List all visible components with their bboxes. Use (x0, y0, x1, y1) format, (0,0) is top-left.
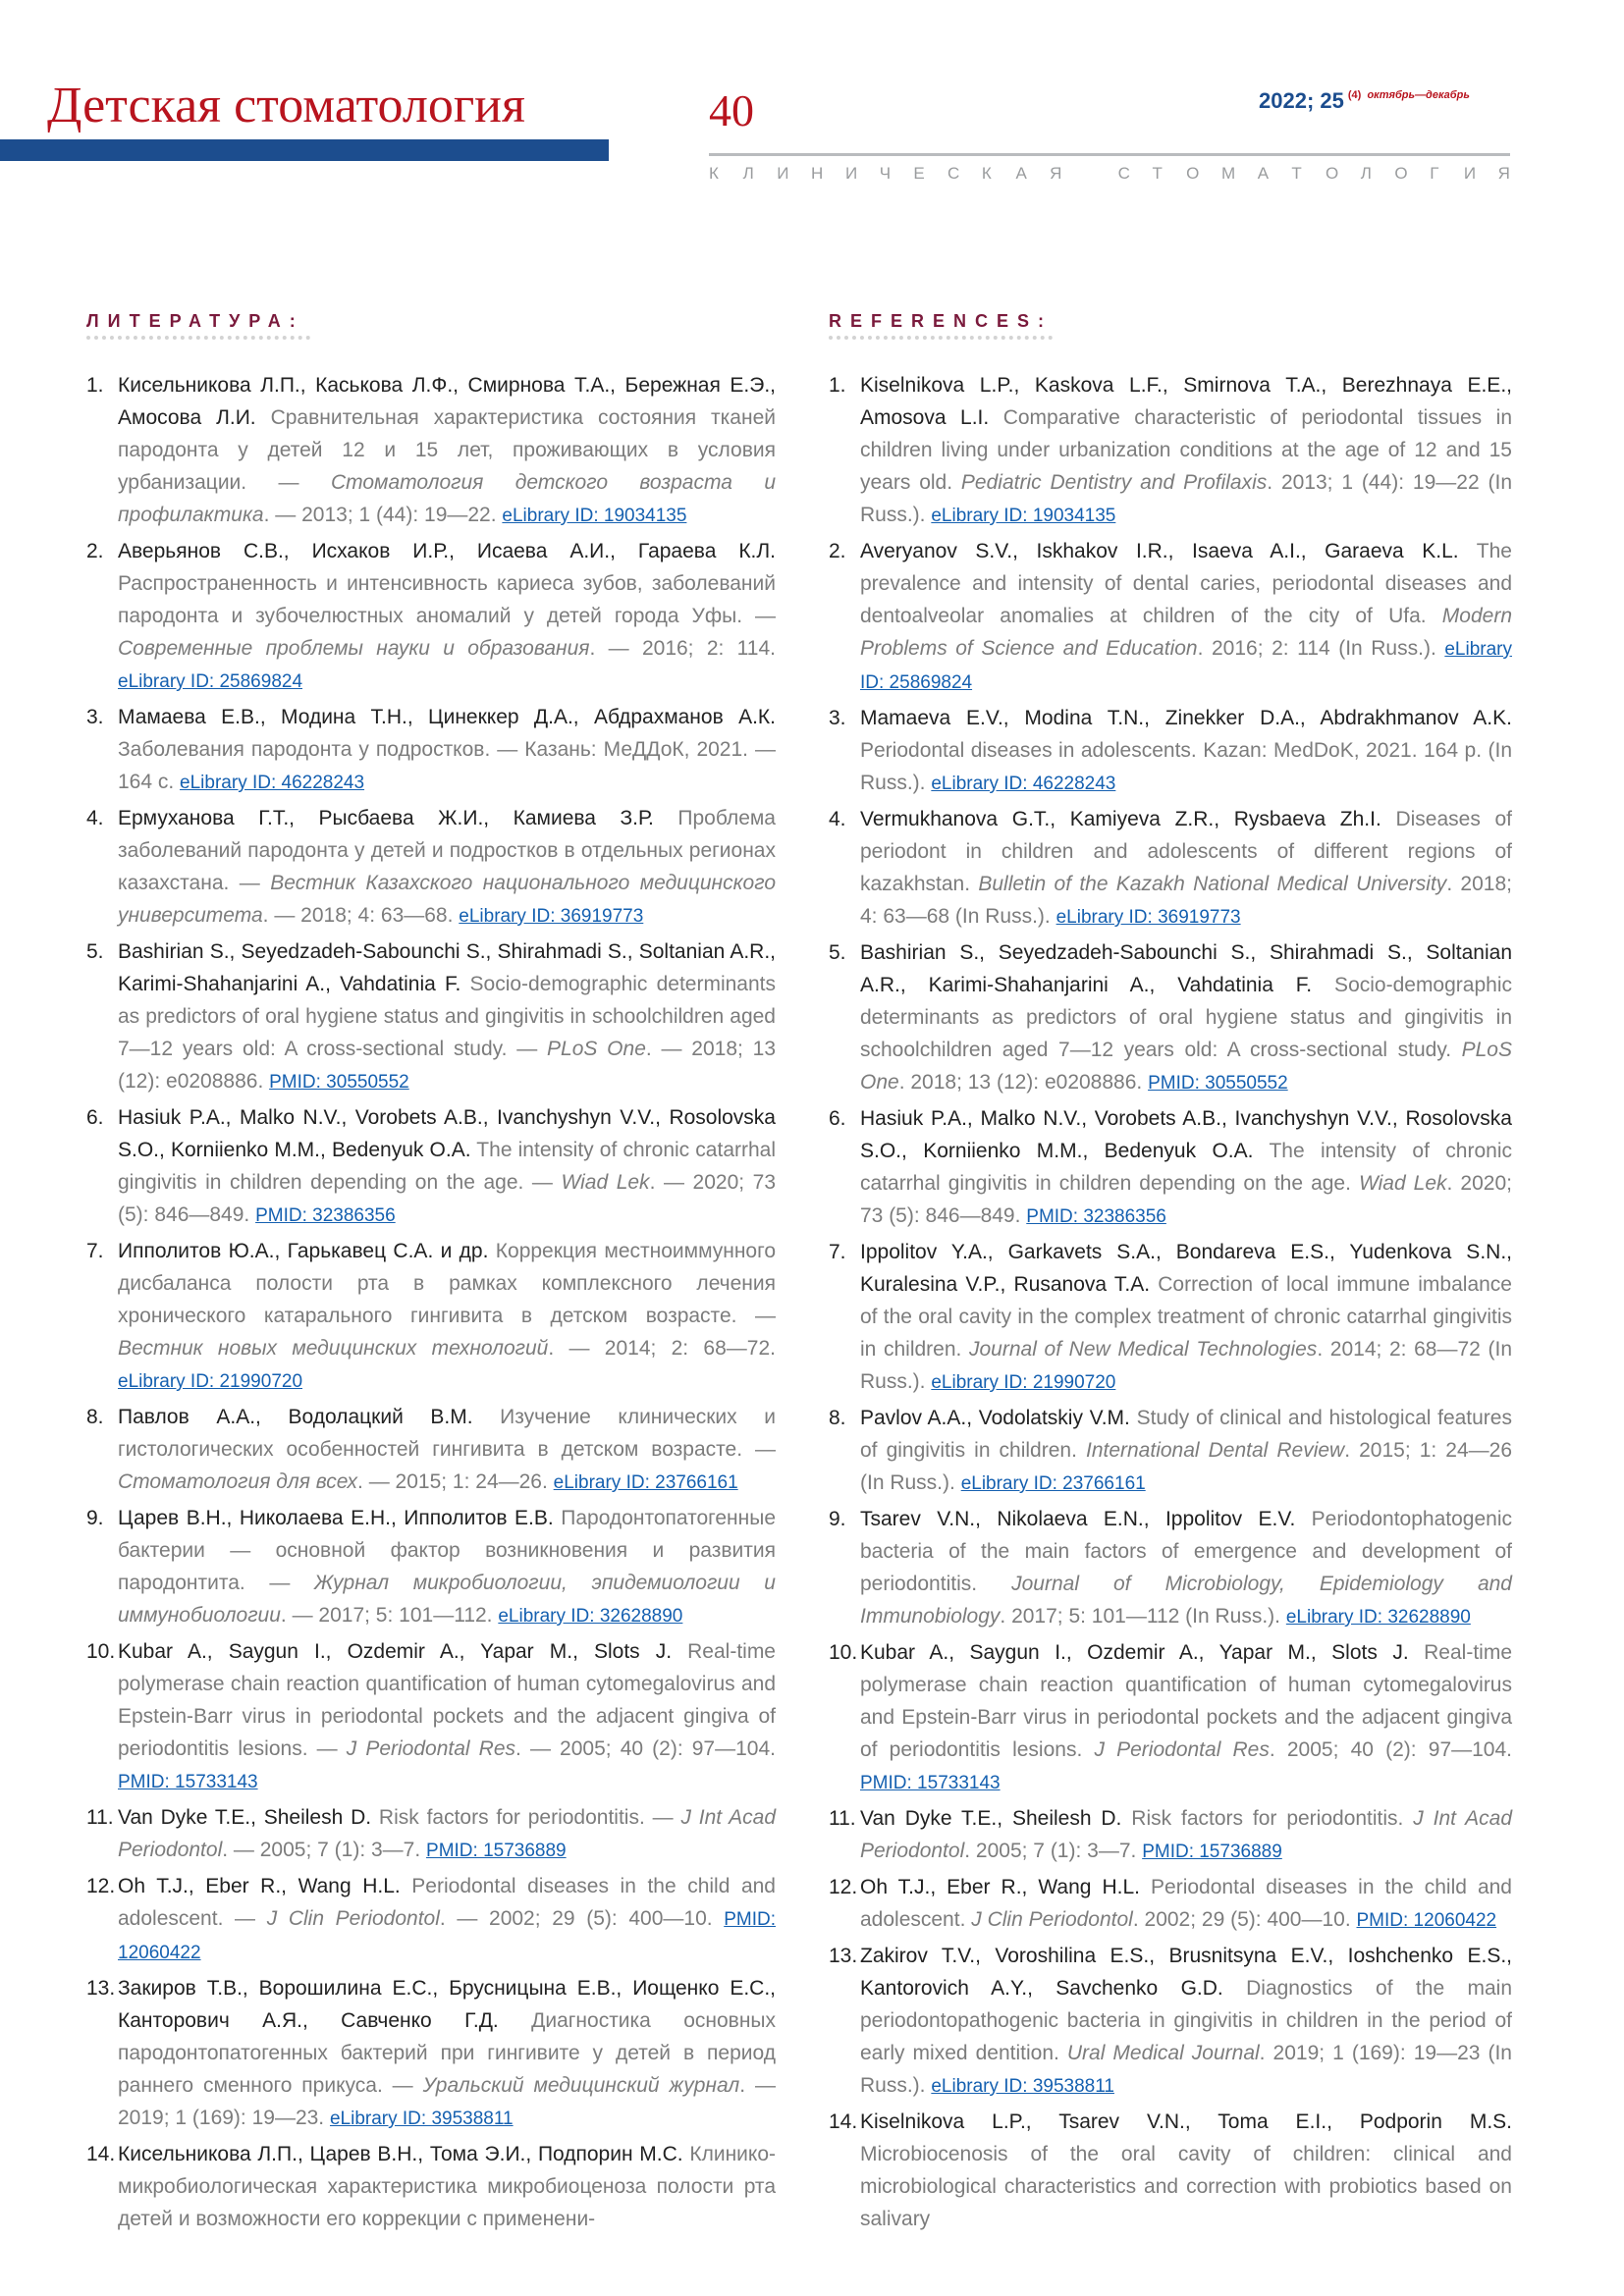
reference-title: Socio-demographic determinants as predictors of oral hygiene status and gingivitis in schoolchildren aged 7—12 years old: A cross-sectional study. (860, 974, 1512, 1061)
section-letter: О (1325, 164, 1339, 183)
reference-title: Изучение клинических и гистологических особенностей гингивита в детском возрасте. — (118, 1406, 776, 1461)
reference-item (829, 2106, 1512, 2235)
reference-journal: Современные проблемы науки и образования (118, 637, 590, 660)
reference-title: Microbiocenosis of the oral cavity of children: clinical and microbiological characteristics and correction with probiotics based on salivary (860, 2143, 1512, 2230)
reference-details: . 2005; 40 (2): 97—104. (1269, 1738, 1512, 1761)
section-letter: С (947, 164, 960, 183)
section-letter: Г (1430, 164, 1439, 183)
reference-journal: Pediatric Dentistry and Profilaxis (960, 471, 1268, 494)
reference-link[interactable]: eLibrary ID: 32628890 (1285, 1607, 1471, 1628)
reference-number: 4. (829, 808, 846, 830)
reference-title: Клинико-микробиологическая характеристика микробиоценоза полости рта детей и возможности его коррекции с применени- (118, 2143, 776, 2230)
reference-authors: Mamaeva E.V., Modina T.N., Zinekker D.A., Abdrakhmanov A.K. (860, 707, 1512, 729)
reference-item (86, 1635, 776, 1798)
reference-journal: Wiad Lek (561, 1171, 650, 1194)
journal-title: Детская стоматология (47, 78, 525, 133)
reference-number: 8. (829, 1407, 846, 1429)
reference-authors: Закиров Т.В., Ворошилина Е.С., Брусницына Е.В., Иощенко Е.С., Канторович А.Я., Савченко Г.Д. (118, 1977, 776, 2032)
reference-authors: Царев В.Н., Николаева Е.Н., Ипполитов Е.В. (118, 1507, 554, 1529)
reference-number: 5. (829, 941, 846, 964)
references-ru (86, 369, 776, 2238)
section-letter: Я (1497, 164, 1510, 183)
reference-item (829, 936, 1512, 1099)
reference-link[interactable]: eLibrary ID: 23766161 (553, 1472, 738, 1493)
reference-link[interactable]: eLibrary ID: 25869824 (118, 671, 303, 692)
issue-number: (4) (1347, 89, 1362, 101)
issue-year-volume: 2022; 25 (1259, 88, 1344, 113)
reference-authors: Павлов А.А., Водолацкий В.М. (118, 1406, 473, 1428)
reference-link[interactable]: eLibrary ID: 46228243 (180, 773, 365, 793)
reference-journal: J Int Acad Periodontol (860, 1807, 1512, 1862)
reference-title: Periodontophatogenic bacteria of the main factors of emergence and development of periodontitis. (860, 1508, 1512, 1595)
reference-title: Periodontal diseases in adolescents. Kazan: MedDoK, 2021. 164 p. (In Russ.). (860, 739, 1512, 794)
reference-number: 6. (829, 1107, 846, 1130)
reference-title: The intensity of chronic catarrhal gingivitis in children depending on the age. (860, 1140, 1512, 1195)
reference-number: 11. (86, 1806, 114, 1829)
reference-link[interactable]: eLibrary ID: 19034135 (502, 506, 687, 526)
reference-title: Диагностика основных пародонтопатогенных бактерий при гингивите у детей в период раннего сменного прикуса. — (118, 2009, 777, 2097)
reference-title: Заболевания пародонта у подростков. — Казань: МеДДоК, 2021. — 164 с. (118, 738, 776, 793)
reference-journal: Journal of Microbiology, Epidemiology and Immunobiology (860, 1573, 1512, 1628)
reference-authors: Hasiuk P.A., Malko N.V., Vorobets A.B., Ivanchyshyn V.V., Rosolovska S.O., Korniienko M.M., Bedenyuk O.A. (860, 1107, 1512, 1162)
reference-link[interactable]: eLibrary ID: 19034135 (931, 506, 1116, 526)
reference-link[interactable]: eLibrary ID: 39538811 (931, 2076, 1114, 2097)
reference-item (829, 1402, 1512, 1500)
reference-item (829, 1102, 1512, 1233)
reference-link[interactable]: PMID: 30550552 (1148, 1073, 1288, 1094)
reference-authors: Bashirian S., Seyedzadeh-Sabounchi S., Shirahmadi S., Soltanian A.R., Karimi-Shahanjarini A., Vahdatinia F. (860, 941, 1512, 996)
reference-item (86, 1801, 776, 1867)
reference-authors: Van Dyke T.E., Sheilesh D. (118, 1806, 372, 1829)
reference-number: 14. (86, 2143, 116, 2165)
section-letter: О (1186, 164, 1200, 183)
reference-item (829, 702, 1512, 800)
header-rule (709, 153, 1510, 156)
reference-authors: Pavlov A.A., Vodolatskiy V.M. (860, 1407, 1130, 1429)
reference-authors: Ермуханова Г.Т., Рысбаева Ж.И., Камиева З.Р. (118, 807, 654, 829)
reference-details: . — 2016; 2: 114. (589, 637, 776, 660)
reference-title: The prevalence and intensity of dental caries, periodontal diseases and dentoalveolar anomalies at children of the city of Ufa. (860, 540, 1512, 627)
reference-journal: Ural Medical Journal (1066, 2042, 1260, 2064)
reference-details: . 2018; 13 (12): e0208886. (898, 1071, 1149, 1094)
reference-title: Коррекция местноиммунного дисбаланса полости рта в рамках комплексного лечения хронического катарального гингивита в детском возрасте. — (118, 1240, 776, 1327)
reference-journal: Вестник новых медицинских технологий (118, 1337, 549, 1360)
reference-item (86, 1972, 776, 2135)
reference-details: . 2013; 1 (44): 19—22 (In Russ.). (860, 471, 1512, 526)
reference-item (829, 1871, 1512, 1937)
reference-number: 6. (86, 1106, 104, 1129)
reference-link[interactable]: PMID: 30550552 (269, 1072, 409, 1093)
reference-number: 9. (86, 1507, 104, 1529)
reference-number: 8. (86, 1406, 104, 1428)
reference-journal: International Dental Review (1085, 1439, 1345, 1462)
reference-item (829, 803, 1512, 934)
section-letter: Ч (879, 164, 892, 183)
reference-link[interactable]: PMID: 32386356 (1026, 1206, 1166, 1227)
section-letter (1084, 165, 1096, 182)
reference-item (86, 1101, 776, 1232)
reference-item (829, 1940, 1512, 2103)
reference-title: Diseases of periodont in children and adolescents of different regions of kazakhstan. (860, 808, 1512, 895)
reference-journal: Уральский медицинский журнал (422, 2074, 740, 2097)
reference-item (829, 1503, 1512, 1633)
reference-details: . 2002; 29 (5): 400—10. (1132, 1908, 1357, 1931)
reference-link[interactable]: PMID: 12060422 (118, 1909, 776, 1963)
reference-number: 1. (86, 374, 104, 397)
reference-details: . — 2002; 29 (5): 400—10. (439, 1907, 725, 1930)
reference-link[interactable]: PMID: 32386356 (255, 1205, 396, 1226)
reference-authors: Кисельникова Л.П., Каськова Л.Ф., Смирнова Т.А., Бережная Е.Э., Амосова Л.И. (118, 374, 776, 429)
reference-item (86, 701, 776, 799)
reference-item (86, 2138, 776, 2235)
section-letter: И (777, 164, 789, 183)
reference-details: . 2005; 7 (1): 3—7. (964, 1840, 1143, 1862)
reference-number: 13. (829, 1945, 858, 1967)
reference-link[interactable]: eLibrary ID: 21990720 (118, 1371, 303, 1392)
section-letter: И (1463, 164, 1477, 183)
reference-title: Comparative characteristic of periodontal tissues in children living under urbanization conditions at the age of 12 and 15 years old. (860, 406, 1513, 494)
section-title (709, 165, 1510, 182)
title-bar (0, 139, 609, 161)
reference-details: . — 2015; 1: 24—26. (357, 1470, 554, 1493)
section-letter: К (981, 164, 992, 183)
reference-authors: Tsarev V.N., Nikolaeva E.N., Ippolitov E.V. (860, 1508, 1296, 1530)
reference-title: Periodontal diseases in the child and adolescent. (860, 1876, 1512, 1931)
reference-journal: J Clin Periodontol (971, 1908, 1133, 1931)
reference-title: Распространенность и интенсивность кариеса зубов, заболеваний пародонта и зубочелюстных аномалий у детей города Уфы. — (118, 572, 776, 627)
reference-title: Risk factors for periodontitis. — (371, 1806, 681, 1829)
reference-number: 12. (86, 1875, 116, 1897)
reference-details: . 2020; 73 (5): 846—849. (860, 1172, 1512, 1227)
section-letter: О (1394, 164, 1408, 183)
reference-item (829, 1802, 1512, 1868)
section-letter: Т (1291, 164, 1302, 183)
reference-item (86, 802, 776, 933)
reference-link[interactable]: eLibrary ID: 21990720 (931, 1372, 1116, 1393)
reference-link[interactable]: eLibrary ID: 39538811 (329, 2109, 514, 2129)
reference-authors: Bashirian S., Seyedzadeh-Sabounchi S., Shirahmadi S., Soltanian A.R., Karimi-Shahanjarini A., Vahdatinia F. (118, 940, 776, 995)
reference-authors: Vermukhanova G.T., Kamiyeva Z.R., Rysbaeva Zh.I. (860, 808, 1381, 830)
reference-authors: Аверьянов С.В., Исхаков И.Р., Исаева А.И., Гараева К.Л. (118, 540, 776, 562)
reference-details: . — 2018; 13 (12): e0208886. (118, 1038, 776, 1093)
reference-link[interactable]: eLibrary ID: 36919773 (459, 906, 644, 927)
issue-info (1259, 90, 1470, 112)
reference-authors: Kiselnikova L.P., Kaskova L.F., Smirnova T.A., Berezhnaya E.E., Amosova L.I. (860, 374, 1512, 429)
en-heading: REFERENCES: (829, 311, 1054, 331)
reference-details: . — 2017; 5: 101—112. (280, 1604, 499, 1627)
issue-months: октябрь—декабрь (1367, 89, 1470, 101)
reference-title: Risk factors for periodontitis. (1121, 1807, 1414, 1830)
section-letter: С (1117, 164, 1130, 183)
reference-number: 1. (829, 374, 846, 397)
reference-item (86, 1401, 776, 1499)
reference-item (86, 935, 776, 1098)
reference-authors: Кисельникова Л.П., Царев В.Н., Тома Э.И., Подпорин М.С. (118, 2143, 683, 2165)
reference-link[interactable]: PMID: 15733143 (860, 1773, 1001, 1793)
reference-details: . 2014; 2: 68—72 (In Russ.). (860, 1338, 1512, 1393)
section-letter: Я (1050, 164, 1062, 183)
reference-details: . 2016; 2: 114 (In Russ.). (1197, 637, 1445, 660)
reference-journal: Bulletin of the Kazakh National Medical University (978, 873, 1447, 895)
reference-title: Пародонтопатогенные бактерии — основной фактор возникновения и развития пародонтита. — (118, 1507, 777, 1594)
reference-journal: Журнал микробиологии, эпидемиологии и иммунобиологии (118, 1572, 776, 1627)
reference-item (829, 369, 1512, 532)
reference-authors: Van Dyke T.E., Sheilesh D. (860, 1807, 1122, 1830)
reference-number: 7. (829, 1241, 846, 1263)
reference-journal: Modern Problems of Science and Education (860, 605, 1512, 660)
reference-title: Study of clinical and histological features of gingivitis in children. (860, 1407, 1512, 1462)
reference-title: Сравнительная характеристика состояния тканей пародонта у детей 12 и 15 лет, проживающих в условия урбанизации. — (118, 406, 776, 494)
reference-number: 3. (86, 706, 104, 728)
reference-number: 3. (829, 707, 846, 729)
reference-journal: PLoS One (860, 1039, 1512, 1094)
reference-link[interactable]: eLibrary ID: 23766161 (960, 1473, 1146, 1494)
reference-authors: Ипполитов Ю.А., Гарькавец С.А. и др. (118, 1240, 489, 1262)
en-heading-dots (829, 336, 1053, 340)
section-letter: А (1257, 164, 1270, 183)
reference-details: . — 2013; 1 (44): 19—22. (263, 504, 503, 526)
page-number: 40 (709, 85, 754, 135)
reference-number: 2. (829, 540, 846, 562)
reference-number: 4. (86, 807, 104, 829)
reference-link[interactable]: PMID: 15736889 (426, 1841, 567, 1861)
reference-link[interactable]: eLibrary ID: 36919773 (1056, 907, 1241, 928)
section-letter: Н (811, 164, 824, 183)
reference-authors: Averyanov S.V., Iskhakov I.R., Isaeva A.I., Garaeva K.L. (860, 540, 1459, 562)
reference-number: 13. (86, 1977, 116, 2000)
reference-authors: Мамаева Е.В., Модина Т.Н., Цинеккер Д.А., Абдрахманов А.К. (118, 706, 776, 728)
reference-details: . — 2005; 7 (1): 3—7. (222, 1839, 427, 1861)
reference-authors: Kubar A., Saygun I., Ozdemir A., Yapar M., Slots J. (118, 1640, 673, 1663)
ru-heading: ЛИТЕРАТУРА: (86, 311, 304, 331)
reference-item (829, 1236, 1512, 1399)
reference-journal: J Periodontal Res (1094, 1738, 1270, 1761)
reference-authors: Hasiuk P.A., Malko N.V., Vorobets A.B., Ivanchyshyn V.V., Rosolovska S.O., Korniienko M.M., Bedenyuk O.A. (118, 1106, 776, 1161)
section-letter: К (709, 164, 719, 183)
section-letter: Т (1152, 164, 1163, 183)
section-letter: И (844, 164, 858, 183)
reference-details: . 2015; 1: 24—26 (In Russ.). (860, 1439, 1513, 1494)
reference-title: Periodontal diseases in the child and adolescent. — (118, 1875, 776, 1930)
reference-details: . — 2014; 2: 68—72. (548, 1337, 776, 1360)
reference-journal: J Periodontal Res (346, 1737, 516, 1760)
reference-item (829, 1636, 1512, 1799)
reference-number: 9. (829, 1508, 846, 1530)
reference-number: 14. (829, 2110, 858, 2133)
reference-number: 11. (829, 1807, 856, 1830)
reference-link[interactable]: eLibrary ID: 32628890 (498, 1606, 683, 1627)
reference-item (86, 1870, 776, 1969)
reference-title: Diagnostics of the main periodontopathogenic bacteria in gingivitis in children in the period of early mixed dentition. (860, 1977, 1513, 2064)
reference-number: 12. (829, 1876, 858, 1898)
reference-item (86, 1235, 776, 1398)
section-letter: Л (742, 164, 754, 183)
reference-journal: Стоматология для всех (118, 1470, 358, 1493)
reference-details: . — 2018; 4: 63—68. (262, 904, 460, 927)
reference-journal: Journal of New Medical Technologies (969, 1338, 1318, 1361)
reference-title: Correction of local immune imbalance of the oral cavity in the complex treatment of chronic catarrhal gingivitis in children. (860, 1273, 1512, 1361)
reference-title: Проблема заболеваний пародонта у детей и подростков в отдельных регионах казахстана. — (118, 807, 776, 894)
reference-details: . 2019; 1 (169): 19—23 (In Russ.). (860, 2042, 1512, 2097)
reference-number: 5. (86, 940, 104, 963)
reference-details: . — 2019; 1 (169): 19—23. (118, 2074, 776, 2129)
reference-journal: PLoS One (547, 1038, 646, 1060)
reference-item (86, 1502, 776, 1632)
reference-title: The intensity of chronic catarrhal gingivitis in children depending on the age. — (118, 1139, 777, 1194)
reference-authors: Kubar A., Saygun I., Ozdemir A., Yapar M., Slots J. (860, 1641, 1409, 1664)
reference-journal: J Clin Periodontol (266, 1907, 440, 1930)
reference-title: Real-time polymerase chain reaction quantification of human cytomegalovirus and Epstein-Barr virus in periodontal pockets and the adjacent gingiva of periodontitis lesions. — (118, 1640, 776, 1760)
reference-link[interactable]: eLibrary ID: 25869824 (860, 639, 1512, 693)
reference-link[interactable]: PMID: 12060422 (1356, 1910, 1497, 1931)
reference-link[interactable]: PMID: 15733143 (118, 1772, 258, 1792)
reference-link[interactable]: eLibrary ID: 46228243 (931, 774, 1116, 794)
reference-title: Real-time polymerase chain reaction quantification of human cytomegalovirus and Epstein-Barr virus in periodontal pockets and the adjacent gingiva of periodontitis lesions. (860, 1641, 1512, 1761)
reference-details: . — 2005; 40 (2): 97—104. (515, 1737, 776, 1760)
reference-authors: Kiselnikova L.P., Tsarev V.N., Toma E.I., Podporin M.S. (860, 2110, 1512, 2133)
reference-journal: Wiad Lek (1358, 1172, 1447, 1195)
section-letter: А (1015, 164, 1027, 183)
reference-number: 2. (86, 540, 104, 562)
reference-journal: J Int Acad Periodontol (118, 1806, 777, 1861)
reference-journal: Стоматология детского возраста и профилактика (118, 471, 776, 526)
references-en (829, 369, 1512, 2238)
reference-details: . 2017; 5: 101—112 (In Russ.). (1000, 1605, 1286, 1628)
reference-title: Socio-demographic determinants as predictors of oral hygiene status and gingivitis in schoolchildren aged 7—12 years old: A cross-sectional study. — (118, 973, 777, 1060)
reference-details: . 2018; 4: 63—68 (In Russ.). (860, 873, 1512, 928)
section-letter: Л (1360, 164, 1372, 183)
section-letter: Е (913, 164, 925, 183)
reference-authors: Ippolitov Y.A., Garkavets S.A., Bondareva E.S., Yudenkova S.N., Kuralesina V.P., Rusanova T.A. (860, 1241, 1512, 1296)
reference-number: 7. (86, 1240, 104, 1262)
reference-link[interactable]: PMID: 15736889 (1142, 1842, 1282, 1862)
reference-item (86, 535, 776, 698)
reference-authors: Zakirov T.V., Voroshilina E.S., Brusnitsyna E.V., Ioshchenko E.S., Kantorovich A.Y., Savchenko G.D. (860, 1945, 1512, 2000)
reference-number: 10. (86, 1640, 116, 1663)
reference-item (86, 369, 776, 532)
ru-heading-dots (86, 336, 310, 340)
reference-authors: Oh T.J., Eber R., Wang H.L. (118, 1875, 401, 1897)
reference-journal: Вестник Казахского национального медицинского университета (118, 872, 776, 927)
reference-item (829, 535, 1512, 699)
section-letter: М (1220, 164, 1236, 183)
reference-authors: Oh T.J., Eber R., Wang H.L. (860, 1876, 1140, 1898)
reference-number: 10. (829, 1641, 858, 1664)
reference-details: . — 2020; 73 (5): 846—849. (118, 1171, 777, 1226)
